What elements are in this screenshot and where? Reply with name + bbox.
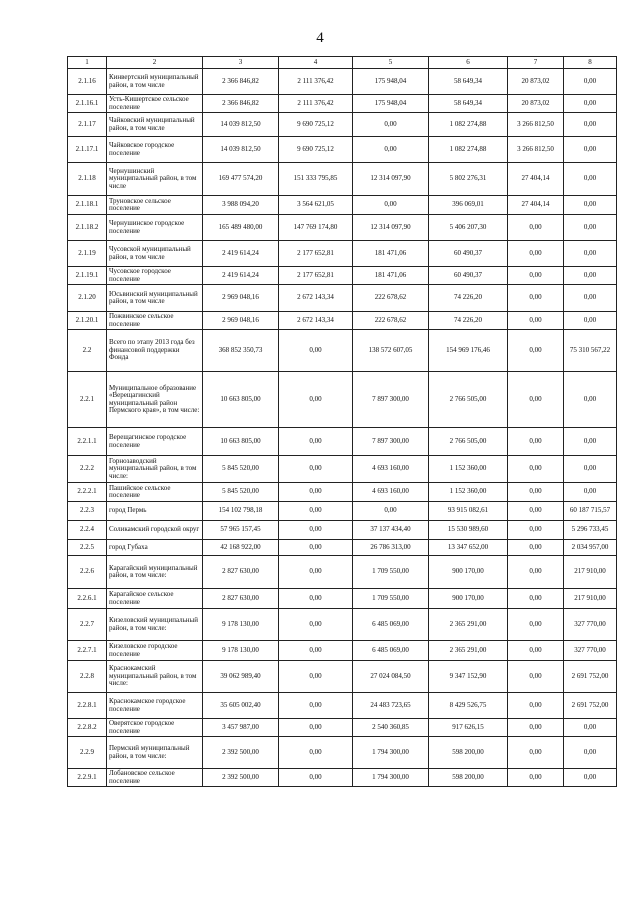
other-amount: 27 404,14 bbox=[508, 163, 564, 196]
extra-amount: 327 770,00 bbox=[564, 609, 617, 641]
header-cell: 2 bbox=[107, 57, 203, 69]
local-budget-amount: 598 200,00 bbox=[429, 737, 508, 769]
municipality-name: город Губаха bbox=[107, 540, 203, 556]
municipality-name: Горнозаводский муниципальный район, в том числе: bbox=[107, 456, 203, 483]
municipality-name: Оверятское городское поселение bbox=[107, 719, 203, 737]
municipality-name: Лобановское сельское поселение bbox=[107, 769, 203, 787]
extra-amount: 0,00 bbox=[564, 196, 617, 215]
regional-budget-amount: 0,00 bbox=[353, 137, 429, 163]
table-row bbox=[68, 312, 617, 330]
table-row bbox=[68, 267, 617, 285]
row-code: 2.1.17 bbox=[68, 113, 107, 137]
local-budget-amount: 2 365 291,00 bbox=[429, 641, 508, 661]
fund-amount: 2 111 376,42 bbox=[279, 69, 353, 95]
local-budget-amount: 74 226,20 bbox=[429, 312, 508, 330]
regional-budget-amount: 24 483 723,65 bbox=[353, 693, 429, 719]
other-amount: 0,00 bbox=[508, 589, 564, 609]
municipality-name: Усть-Кишертское сельское поселение bbox=[107, 95, 203, 113]
regional-budget-amount: 175 948,04 bbox=[353, 69, 429, 95]
regional-budget-amount: 12 314 097,90 bbox=[353, 163, 429, 196]
fund-amount: 3 564 621,05 bbox=[279, 196, 353, 215]
local-budget-amount: 58 649,34 bbox=[429, 95, 508, 113]
municipality-name: Чайковское городское поселение bbox=[107, 137, 203, 163]
row-code: 2.2.1 bbox=[68, 372, 107, 428]
row-code: 2.2.8.2 bbox=[68, 719, 107, 737]
regional-budget-amount: 6 485 069,00 bbox=[353, 609, 429, 641]
table-row bbox=[68, 95, 617, 113]
regional-budget-amount: 2 540 360,85 bbox=[353, 719, 429, 737]
municipality-name: Кинвертский муниципальный район, в том числе bbox=[107, 69, 203, 95]
municipality-name: Карагайское сельское поселение bbox=[107, 589, 203, 609]
fund-amount: 0,00 bbox=[279, 521, 353, 540]
row-code: 2.2.8 bbox=[68, 661, 107, 693]
other-amount: 0,00 bbox=[508, 502, 564, 521]
local-budget-amount: 74 226,20 bbox=[429, 285, 508, 312]
row-code: 2.2.7 bbox=[68, 609, 107, 641]
header-cell: 5 bbox=[353, 57, 429, 69]
local-budget-amount: 900 170,00 bbox=[429, 556, 508, 589]
fund-amount: 9 690 725,12 bbox=[279, 137, 353, 163]
municipality-name: Пожвинское сельское поселение bbox=[107, 312, 203, 330]
local-budget-amount: 60 490,37 bbox=[429, 241, 508, 267]
fund-amount: 0,00 bbox=[279, 769, 353, 787]
total-amount: 2 419 614,24 bbox=[203, 241, 279, 267]
total-amount: 2 827 630,00 bbox=[203, 589, 279, 609]
local-budget-amount: 598 200,00 bbox=[429, 769, 508, 787]
regional-budget-amount: 181 471,06 bbox=[353, 241, 429, 267]
local-budget-amount: 60 490,37 bbox=[429, 267, 508, 285]
other-amount: 0,00 bbox=[508, 330, 564, 372]
regional-budget-amount: 1 709 550,00 bbox=[353, 589, 429, 609]
total-amount: 5 845 520,00 bbox=[203, 483, 279, 502]
fund-amount: 0,00 bbox=[279, 693, 353, 719]
extra-amount: 0,00 bbox=[564, 215, 617, 241]
table-row bbox=[68, 483, 617, 502]
municipality-name: Соликамский городской округ bbox=[107, 521, 203, 540]
municipality-name: Верещагинское городское поселение bbox=[107, 428, 203, 456]
total-amount: 10 663 805,00 bbox=[203, 428, 279, 456]
row-code: 2.2.4 bbox=[68, 521, 107, 540]
regional-budget-amount: 12 314 097,90 bbox=[353, 215, 429, 241]
table-row bbox=[68, 521, 617, 540]
table-body bbox=[68, 69, 617, 787]
row-code: 2.1.19.1 bbox=[68, 267, 107, 285]
fund-amount: 0,00 bbox=[279, 456, 353, 483]
total-amount: 14 039 812,50 bbox=[203, 113, 279, 137]
table-row bbox=[68, 137, 617, 163]
local-budget-amount: 154 969 176,46 bbox=[429, 330, 508, 372]
extra-amount: 0,00 bbox=[564, 719, 617, 737]
regional-budget-amount: 0,00 bbox=[353, 502, 429, 521]
regional-budget-amount: 1 794 300,00 bbox=[353, 769, 429, 787]
local-budget-amount: 5 406 207,30 bbox=[429, 215, 508, 241]
fund-amount: 0,00 bbox=[279, 589, 353, 609]
other-amount: 0,00 bbox=[508, 769, 564, 787]
total-amount: 3 988 094,20 bbox=[203, 196, 279, 215]
header-cell: 6 bbox=[429, 57, 508, 69]
header-cell: 1 bbox=[68, 57, 107, 69]
total-amount: 169 477 574,20 bbox=[203, 163, 279, 196]
other-amount: 0,00 bbox=[508, 456, 564, 483]
other-amount: 0,00 bbox=[508, 428, 564, 456]
table-row bbox=[68, 215, 617, 241]
local-budget-amount: 8 429 526,75 bbox=[429, 693, 508, 719]
other-amount: 3 266 812,50 bbox=[508, 137, 564, 163]
municipality-name: Юсьвинский муниципальный район, в том числе bbox=[107, 285, 203, 312]
fund-amount: 0,00 bbox=[279, 556, 353, 589]
fund-amount: 0,00 bbox=[279, 483, 353, 502]
other-amount: 0,00 bbox=[508, 641, 564, 661]
total-amount: 154 102 798,18 bbox=[203, 502, 279, 521]
extra-amount: 2 691 752,00 bbox=[564, 693, 617, 719]
municipality-name: Пашийское сельское поселение bbox=[107, 483, 203, 502]
total-amount: 39 062 989,40 bbox=[203, 661, 279, 693]
regional-budget-amount: 37 137 434,40 bbox=[353, 521, 429, 540]
table-row bbox=[68, 330, 617, 372]
total-amount: 2 392 500,00 bbox=[203, 737, 279, 769]
other-amount: 0,00 bbox=[508, 719, 564, 737]
extra-amount: 2 034 957,00 bbox=[564, 540, 617, 556]
municipality-name: Кизеловское городское поселение bbox=[107, 641, 203, 661]
total-amount: 165 489 480,00 bbox=[203, 215, 279, 241]
local-budget-amount: 2 766 505,00 bbox=[429, 372, 508, 428]
local-budget-amount: 1 082 274,88 bbox=[429, 137, 508, 163]
fund-amount: 2 177 652,81 bbox=[279, 241, 353, 267]
municipality-name: Кизеловский муниципальный район, в том числе: bbox=[107, 609, 203, 641]
fund-amount: 9 690 725,12 bbox=[279, 113, 353, 137]
municipality-name: Чусовской муниципальный район, в том числе bbox=[107, 241, 203, 267]
other-amount: 3 266 812,50 bbox=[508, 113, 564, 137]
row-code: 2.2 bbox=[68, 330, 107, 372]
other-amount: 0,00 bbox=[508, 556, 564, 589]
municipality-name: Краснокамское городское поселение bbox=[107, 693, 203, 719]
funding-table bbox=[67, 56, 617, 787]
local-budget-amount: 1 082 274,88 bbox=[429, 113, 508, 137]
extra-amount: 0,00 bbox=[564, 163, 617, 196]
other-amount: 0,00 bbox=[508, 285, 564, 312]
other-amount: 20 873,02 bbox=[508, 69, 564, 95]
total-amount: 2 827 630,00 bbox=[203, 556, 279, 589]
extra-amount: 2 691 752,00 bbox=[564, 661, 617, 693]
total-amount: 2 969 048,16 bbox=[203, 312, 279, 330]
extra-amount: 0,00 bbox=[564, 769, 617, 787]
other-amount: 27 404,14 bbox=[508, 196, 564, 215]
municipality-name: Чайковский муниципальный район, в том числе bbox=[107, 113, 203, 137]
regional-budget-amount: 0,00 bbox=[353, 196, 429, 215]
other-amount: 0,00 bbox=[508, 312, 564, 330]
row-code: 2.1.20.1 bbox=[68, 312, 107, 330]
municipality-name: Труновское сельское поселение bbox=[107, 196, 203, 215]
extra-amount: 0,00 bbox=[564, 113, 617, 137]
row-code: 2.2.3 bbox=[68, 502, 107, 521]
extra-amount: 0,00 bbox=[564, 285, 617, 312]
fund-amount: 0,00 bbox=[279, 502, 353, 521]
extra-amount: 0,00 bbox=[564, 267, 617, 285]
extra-amount: 0,00 bbox=[564, 483, 617, 502]
local-budget-amount: 917 626,15 bbox=[429, 719, 508, 737]
local-budget-amount: 2 766 505,00 bbox=[429, 428, 508, 456]
table-row bbox=[68, 556, 617, 589]
fund-amount: 0,00 bbox=[279, 540, 353, 556]
total-amount: 5 845 520,00 bbox=[203, 456, 279, 483]
extra-amount: 0,00 bbox=[564, 69, 617, 95]
table-header bbox=[68, 57, 617, 69]
row-code: 2.1.18 bbox=[68, 163, 107, 196]
table-row bbox=[68, 609, 617, 641]
regional-budget-amount: 7 897 300,00 bbox=[353, 428, 429, 456]
extra-amount: 75 310 567,22 bbox=[564, 330, 617, 372]
table-row bbox=[68, 769, 617, 787]
total-amount: 368 852 350,73 bbox=[203, 330, 279, 372]
municipality-name: Всего по этапу 2013 года без финансовой поддержки Фонда bbox=[107, 330, 203, 372]
regional-budget-amount: 1 794 300,00 bbox=[353, 737, 429, 769]
total-amount: 9 178 130,00 bbox=[203, 641, 279, 661]
table-row bbox=[68, 661, 617, 693]
table-row bbox=[68, 69, 617, 95]
extra-amount: 0,00 bbox=[564, 372, 617, 428]
total-amount: 57 965 157,45 bbox=[203, 521, 279, 540]
row-code: 2.2.6.1 bbox=[68, 589, 107, 609]
fund-amount: 0,00 bbox=[279, 661, 353, 693]
row-code: 2.1.16 bbox=[68, 69, 107, 95]
local-budget-amount: 58 649,34 bbox=[429, 69, 508, 95]
row-code: 2.2.2 bbox=[68, 456, 107, 483]
page-number: 4 bbox=[316, 30, 324, 46]
other-amount: 0,00 bbox=[508, 521, 564, 540]
row-code: 2.1.17.1 bbox=[68, 137, 107, 163]
row-code: 2.1.18.2 bbox=[68, 215, 107, 241]
extra-amount: 0,00 bbox=[564, 456, 617, 483]
extra-amount: 0,00 bbox=[564, 428, 617, 456]
local-budget-amount: 13 347 652,00 bbox=[429, 540, 508, 556]
regional-budget-amount: 26 786 313,00 bbox=[353, 540, 429, 556]
row-code: 2.2.7.1 bbox=[68, 641, 107, 661]
regional-budget-amount: 0,00 bbox=[353, 113, 429, 137]
row-code: 2.2.2.1 bbox=[68, 483, 107, 502]
regional-budget-amount: 7 897 300,00 bbox=[353, 372, 429, 428]
regional-budget-amount: 222 678,62 bbox=[353, 312, 429, 330]
regional-budget-amount: 138 572 607,05 bbox=[353, 330, 429, 372]
row-code: 2.2.8.1 bbox=[68, 693, 107, 719]
total-amount: 2 366 846,82 bbox=[203, 69, 279, 95]
row-code: 2.1.16.1 bbox=[68, 95, 107, 113]
municipality-name: Карагайский муниципальный район, в том числе: bbox=[107, 556, 203, 589]
other-amount: 0,00 bbox=[508, 215, 564, 241]
other-amount: 0,00 bbox=[508, 661, 564, 693]
fund-amount: 2 672 143,34 bbox=[279, 312, 353, 330]
regional-budget-amount: 6 485 069,00 bbox=[353, 641, 429, 661]
local-budget-amount: 2 365 291,00 bbox=[429, 609, 508, 641]
municipality-name: Чернушинское городское поселение bbox=[107, 215, 203, 241]
row-code: 2.2.9.1 bbox=[68, 769, 107, 787]
extra-amount: 0,00 bbox=[564, 312, 617, 330]
other-amount: 0,00 bbox=[508, 372, 564, 428]
regional-budget-amount: 175 948,04 bbox=[353, 95, 429, 113]
table-row bbox=[68, 540, 617, 556]
municipality-name: Муниципальное образование «Верещагинский муниципальный район Пермского края», в том числе: bbox=[107, 372, 203, 428]
municipality-name: Краснокамский муниципальный район, в том числе: bbox=[107, 661, 203, 693]
other-amount: 0,00 bbox=[508, 267, 564, 285]
total-amount: 2 419 614,24 bbox=[203, 267, 279, 285]
municipality-name: Чернушинский муниципальный район, в том числе bbox=[107, 163, 203, 196]
fund-amount: 2 111 376,42 bbox=[279, 95, 353, 113]
fund-amount: 2 672 143,34 bbox=[279, 285, 353, 312]
row-code: 2.1.20 bbox=[68, 285, 107, 312]
extra-amount: 327 770,00 bbox=[564, 641, 617, 661]
header-cell: 3 bbox=[203, 57, 279, 69]
table-row bbox=[68, 502, 617, 521]
total-amount: 2 366 846,82 bbox=[203, 95, 279, 113]
total-amount: 3 457 987,00 bbox=[203, 719, 279, 737]
extra-amount: 60 187 715,57 bbox=[564, 502, 617, 521]
other-amount: 0,00 bbox=[508, 241, 564, 267]
fund-amount: 0,00 bbox=[279, 372, 353, 428]
other-amount: 0,00 bbox=[508, 609, 564, 641]
regional-budget-amount: 27 024 084,50 bbox=[353, 661, 429, 693]
extra-amount: 5 296 733,45 bbox=[564, 521, 617, 540]
row-code: 2.2.1.1 bbox=[68, 428, 107, 456]
other-amount: 20 873,02 bbox=[508, 95, 564, 113]
local-budget-amount: 9 347 152,90 bbox=[429, 661, 508, 693]
total-amount: 42 168 922,00 bbox=[203, 540, 279, 556]
fund-amount: 0,00 bbox=[279, 719, 353, 737]
total-amount: 14 039 812,50 bbox=[203, 137, 279, 163]
table-row bbox=[68, 693, 617, 719]
fund-amount: 0,00 bbox=[279, 428, 353, 456]
table-row bbox=[68, 737, 617, 769]
fund-amount: 147 769 174,80 bbox=[279, 215, 353, 241]
extra-amount: 217 910,00 bbox=[564, 556, 617, 589]
extra-amount: 217 910,00 bbox=[564, 589, 617, 609]
table-row bbox=[68, 372, 617, 428]
municipality-name: Чусовское городское поселение bbox=[107, 267, 203, 285]
total-amount: 9 178 130,00 bbox=[203, 609, 279, 641]
table-row bbox=[68, 285, 617, 312]
local-budget-amount: 93 915 082,61 bbox=[429, 502, 508, 521]
table-row bbox=[68, 163, 617, 196]
row-code: 2.1.18.1 bbox=[68, 196, 107, 215]
extra-amount: 0,00 bbox=[564, 137, 617, 163]
local-budget-amount: 5 802 276,31 bbox=[429, 163, 508, 196]
row-code: 2.2.6 bbox=[68, 556, 107, 589]
row-code: 2.2.5 bbox=[68, 540, 107, 556]
local-budget-amount: 1 152 360,00 bbox=[429, 483, 508, 502]
extra-amount: 0,00 bbox=[564, 737, 617, 769]
extra-amount: 0,00 bbox=[564, 95, 617, 113]
fund-amount: 0,00 bbox=[279, 737, 353, 769]
regional-budget-amount: 4 693 160,00 bbox=[353, 483, 429, 502]
regional-budget-amount: 181 471,06 bbox=[353, 267, 429, 285]
fund-amount: 0,00 bbox=[279, 641, 353, 661]
total-amount: 10 663 805,00 bbox=[203, 372, 279, 428]
table-row bbox=[68, 456, 617, 483]
total-amount: 2 392 500,00 bbox=[203, 769, 279, 787]
fund-amount: 0,00 bbox=[279, 609, 353, 641]
local-budget-amount: 1 152 360,00 bbox=[429, 456, 508, 483]
table-row bbox=[68, 428, 617, 456]
table-row bbox=[68, 719, 617, 737]
fund-amount: 2 177 652,81 bbox=[279, 267, 353, 285]
fund-amount: 0,00 bbox=[279, 330, 353, 372]
local-budget-amount: 15 530 989,60 bbox=[429, 521, 508, 540]
table-row bbox=[68, 241, 617, 267]
row-code: 2.2.9 bbox=[68, 737, 107, 769]
other-amount: 0,00 bbox=[508, 540, 564, 556]
header-row bbox=[68, 57, 617, 69]
header-cell: 4 bbox=[279, 57, 353, 69]
other-amount: 0,00 bbox=[508, 483, 564, 502]
row-code: 2.1.19 bbox=[68, 241, 107, 267]
municipality-name: город Пермь bbox=[107, 502, 203, 521]
extra-amount: 0,00 bbox=[564, 241, 617, 267]
regional-budget-amount: 4 693 160,00 bbox=[353, 456, 429, 483]
total-amount: 2 969 048,16 bbox=[203, 285, 279, 312]
table-row bbox=[68, 589, 617, 609]
header-cell: 7 bbox=[508, 57, 564, 69]
total-amount: 35 605 002,40 bbox=[203, 693, 279, 719]
other-amount: 0,00 bbox=[508, 693, 564, 719]
table-row bbox=[68, 196, 617, 215]
local-budget-amount: 396 069,01 bbox=[429, 196, 508, 215]
municipality-name: Пермский муниципальный район, в том числе: bbox=[107, 737, 203, 769]
regional-budget-amount: 222 678,62 bbox=[353, 285, 429, 312]
table-row bbox=[68, 641, 617, 661]
fund-amount: 151 333 795,85 bbox=[279, 163, 353, 196]
table-row bbox=[68, 113, 617, 137]
header-cell: 8 bbox=[564, 57, 617, 69]
regional-budget-amount: 1 709 550,00 bbox=[353, 556, 429, 589]
other-amount: 0,00 bbox=[508, 737, 564, 769]
local-budget-amount: 900 170,00 bbox=[429, 589, 508, 609]
